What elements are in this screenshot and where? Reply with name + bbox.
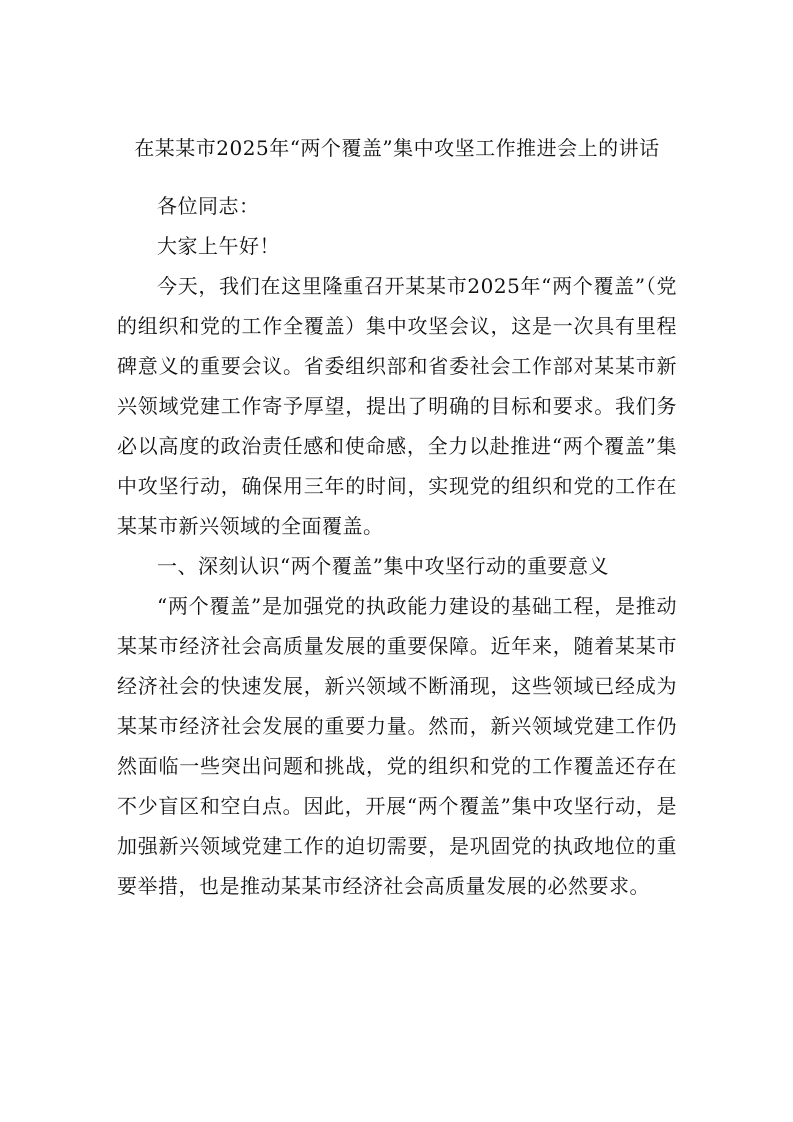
section-1-paragraph: “两个覆盖”是加强党的执政能力建设的基础工程，是推动某某市经济社会高质量发展的重要保障。近年来，随着某某市经济社会的快速发展，新兴领域不断涌现，这些领域已经成为某某市经济社会发展的重要力量。然而，新兴领域党建工作仍然面临一些突出问题和挑战，党的组织和党的工作覆盖还存在不少盲区和空白点。因此，开展“两个覆盖”集中攻坚行动，是加强新兴领域党建工作的迫切需要，是巩固党的执政地位的重要举措，也是推动某某市经济社会高质量发展的必然要求。 [117, 594, 677, 898]
document-title: 在某某市2025年“两个覆盖”集中攻坚工作推进会上的讲话 [134, 136, 660, 160]
greeting: 大家上午好！ [157, 234, 280, 258]
opening-paragraph: 今天，我们在这里隆重召开某某市2025年“两个覆盖”（党的组织和党的工作全覆盖）集中攻坚会议，这是一次具有里程碑意义的重要会议。省委组织部和省委社会工作部对某某市新兴领域党建工作寄予厚望，提出了明确的目标和要求。我们务必以高度的政治责任感和使命感，全力以赴推进“两个覆盖”集中攻坚行动，确保用三年的时间，实现党的组织和党的工作在某某市新兴领域的全面覆盖。 [117, 274, 677, 538]
salutation: 各位同志： [157, 194, 260, 218]
section-heading-1: 一、深刻认识“两个覆盖”集中攻坚行动的重要意义 [157, 554, 609, 578]
document-body [117, 122, 677, 906]
